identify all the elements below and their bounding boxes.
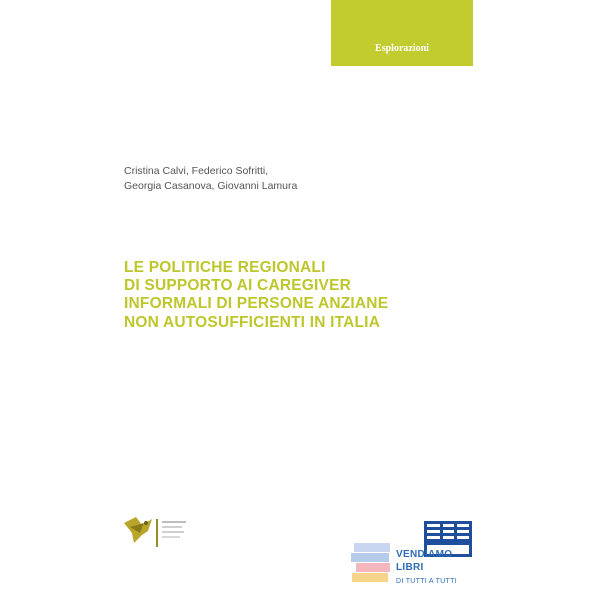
title-line-3: INFORMALI DI PERSONE ANZIANE bbox=[124, 295, 389, 313]
title-line-4: NON AUTOSUFFICIENTI IN ITALIA bbox=[124, 313, 381, 331]
series-label: Esplorazioni bbox=[375, 43, 429, 54]
title-line-1: LE POLITICHE REGIONALI bbox=[124, 259, 326, 276]
authors-line-1: Cristina Calvi, Federico Sofritti, bbox=[124, 165, 269, 177]
badge-line-1: VENDIAMO bbox=[396, 549, 453, 560]
series-band bbox=[331, 0, 473, 66]
badge-line-3: DI TUTTI A TUTTI bbox=[396, 578, 457, 585]
authors bbox=[124, 164, 297, 194]
book-title bbox=[124, 259, 464, 332]
badge-line-2: LIBRI bbox=[396, 562, 424, 573]
vendiamo-libri-badge bbox=[350, 537, 475, 593]
authors-line-2: Georgia Casanova, Giovanni Lamura bbox=[124, 180, 298, 192]
book-stack-icon bbox=[350, 541, 392, 585]
institution-logo bbox=[122, 513, 192, 549]
title-line-2: DI SUPPORTO AI CAREGIVER bbox=[124, 277, 351, 295]
